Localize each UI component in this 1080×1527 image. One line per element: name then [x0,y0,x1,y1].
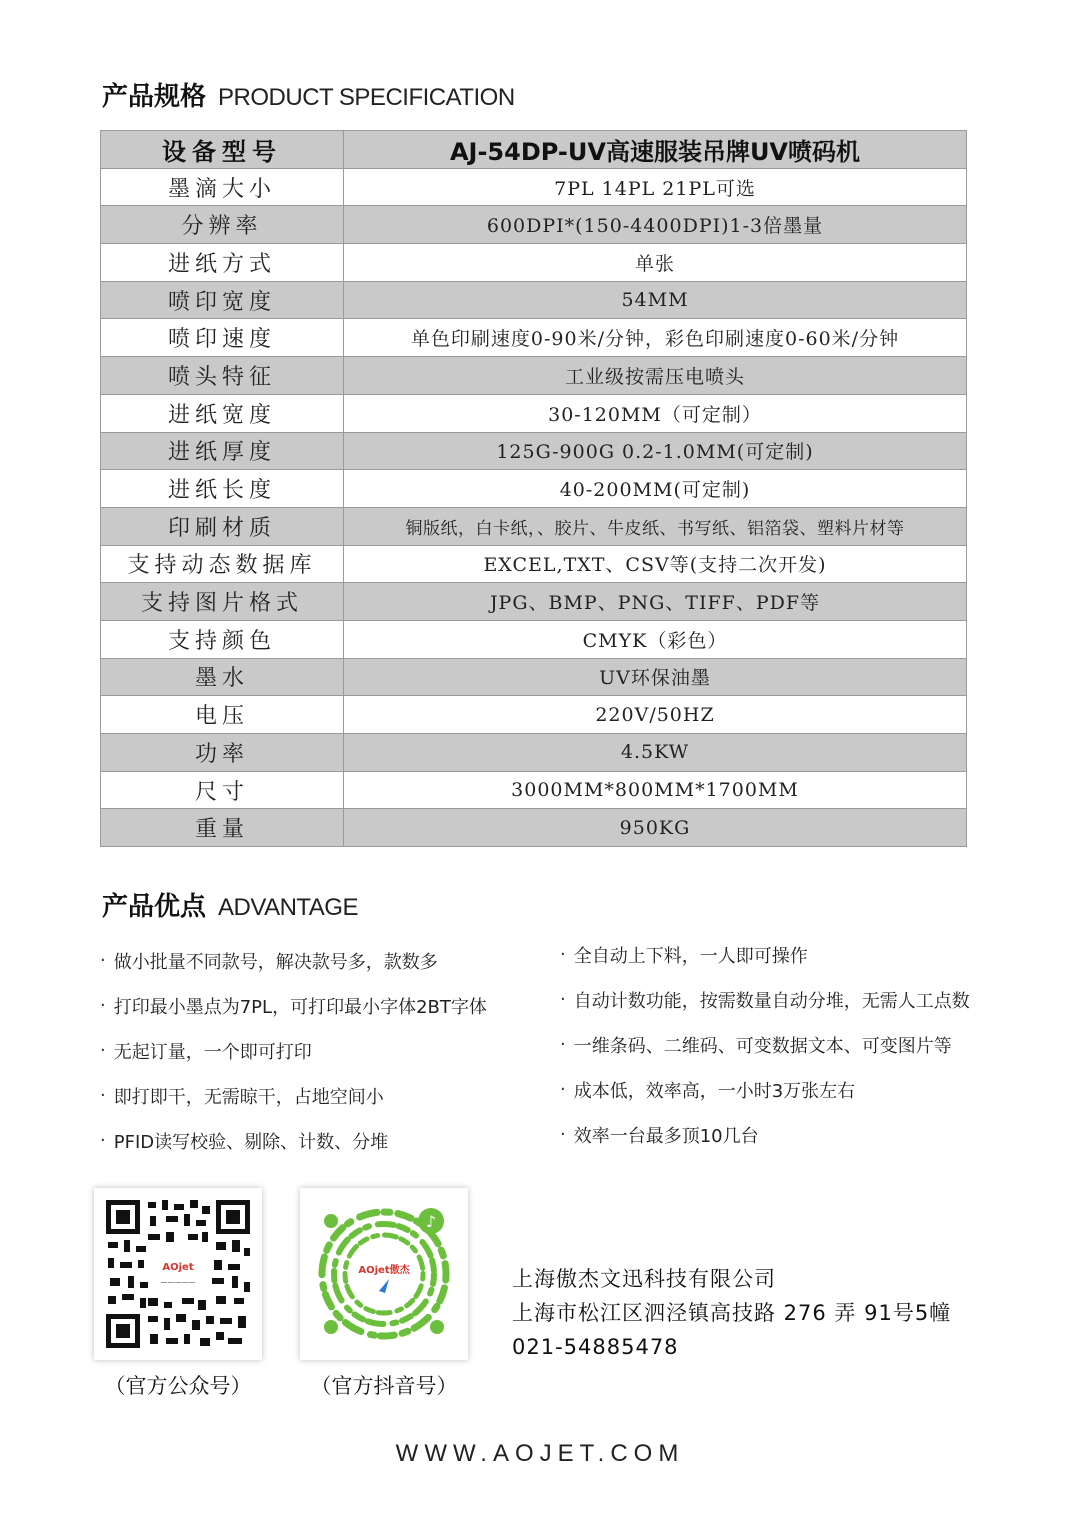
table-row [101,357,967,395]
douyin-logo-text: AOjet傲杰 [358,1265,410,1276]
advantage-heading [102,886,358,923]
company-name: 上海傲杰文迅科技有限公司 [512,1267,776,1291]
table-row [101,696,967,734]
table-row [101,394,967,432]
spec-label: 喷印宽度 [101,281,344,319]
table-row [101,470,967,508]
spec-value: CMYK（彩色） [344,620,967,658]
spec-label: 印刷材质 [101,507,344,545]
advantage-list-left [100,938,487,1163]
spec-label: 尺寸 [101,771,344,809]
list-item: · 自动计数功能，按需数量自动分堆，无需人工点数 [560,977,970,1022]
spec-label: 支持图片格式 [101,583,344,621]
table-row [101,583,967,621]
table-row [101,432,967,470]
table-row [101,281,967,319]
spec-label: 进纸宽度 [101,394,344,432]
spec-table [100,130,967,847]
spec-value: EXCEL,TXT、CSV等(支持二次开发) [344,545,967,583]
spec-value: 4.5KW [344,734,967,772]
list-item: · 做小批量不同款号，解决款号多，款数多 [100,938,487,983]
list-item: · 效率一台最多顶10几台 [560,1112,970,1157]
svg-text:♪: ♪ [425,1212,437,1231]
spec-label: 墨水 [101,658,344,696]
spec-heading-cn: 产品规格 [102,82,207,112]
table-row [101,620,967,658]
table-row [101,771,967,809]
table-row [101,319,967,357]
spec-label: 墨滴大小 [101,168,344,206]
advantage-heading-en: ADVANTAGE [218,894,358,921]
spec-value: 单张 [344,244,967,282]
spec-value: 125G-900G 0.2-1.0MM(可定制) [344,432,967,470]
douyin-qr-code [300,1188,468,1360]
spec-value: JPG、BMP、PNG、TIFF、PDF等 [344,583,967,621]
spec-value: 3000MM*800MM*1700MM [344,771,967,809]
list-item: · 全自动上下料，一人即可操作 [560,932,970,977]
company-phone: 021-54885478 [512,1335,679,1359]
advantage-heading-cn: 产品优点 [102,892,207,922]
table-row [101,658,967,696]
advantage-list-right [560,932,970,1157]
spec-label: 设备型号 [101,131,344,169]
spec-label: 进纸厚度 [101,432,344,470]
list-item: · 无起订量，一个即可打印 [100,1028,487,1073]
svg-text:AOjet: AOjet [162,1262,194,1273]
website-url: WWW.AOJET.COM [395,1440,685,1467]
douyin-qr-caption: （官方抖音号） [310,1374,458,1398]
spec-value: 950KG [344,809,967,847]
spec-heading [102,76,515,113]
table-row [101,545,967,583]
table-row [101,809,967,847]
spec-value: 600DPI*(150-4400DPI)1-3倍墨量 [344,206,967,244]
qr-code-icon [104,1198,252,1350]
wechat-qr-code [94,1188,262,1360]
spec-value: 铜版纸，白卡纸，、胶片、牛皮纸、书写纸、铝箔袋、塑料片材等 [344,507,967,545]
spec-value: 7PL 14PL 21PL可选 [344,168,967,206]
list-item: · 即打即干，无需晾干，占地空间小 [100,1073,487,1118]
company-address: 上海市松江区泗泾镇高技路 276 弄 91号5幢 [512,1301,952,1325]
table-row [101,168,967,206]
spec-value: 220V/50HZ [344,696,967,734]
table-row [101,244,967,282]
spec-label: 分辨率 [101,206,344,244]
spec-label: 进纸方式 [101,244,344,282]
spec-heading-en: PRODUCT SPECIFICATION [218,84,515,111]
list-item: · PFID读写校验、剔除、计数、分堆 [100,1118,487,1163]
spec-label: 电压 [101,696,344,734]
spec-label: 进纸长度 [101,470,344,508]
spec-value: 54MM [344,281,967,319]
spec-label: 重量 [101,809,344,847]
spec-label: 喷头特征 [101,357,344,395]
spec-label: 支持颜色 [101,620,344,658]
svg-text:—————: ————— [160,1278,196,1286]
spec-value: UV环保油墨 [344,658,967,696]
spec-value: 30-120MM（可定制） [344,394,967,432]
spec-value: 单色印刷速度0-90米/分钟，彩色印刷速度0-60米/分钟 [344,319,967,357]
table-row [101,734,967,772]
list-item: · 打印最小墨点为7PL，可打印最小字体2BT字体 [100,983,487,1028]
spec-value: 工业级按需压电喷头 [344,357,967,395]
spec-value: 40-200MM(可定制) [344,470,967,508]
table-row [101,507,967,545]
table-row [101,206,967,244]
spec-label: 功率 [101,734,344,772]
spec-label: 支持动态数据库 [101,545,344,583]
spec-label: 喷印速度 [101,319,344,357]
list-item: · 成本低，效率高，一小时3万张左右 [560,1067,970,1112]
company-info [512,1262,951,1364]
spec-value: AJ-54DP-UV高速服装吊牌UV喷码机 [344,131,967,169]
wechat-qr-caption: （官方公众号） [104,1374,252,1398]
list-item: · 一维条码、二维码、可变数据文本、可变图片等 [560,1022,970,1067]
table-row [101,131,967,169]
douyin-code-icon [309,1199,459,1349]
